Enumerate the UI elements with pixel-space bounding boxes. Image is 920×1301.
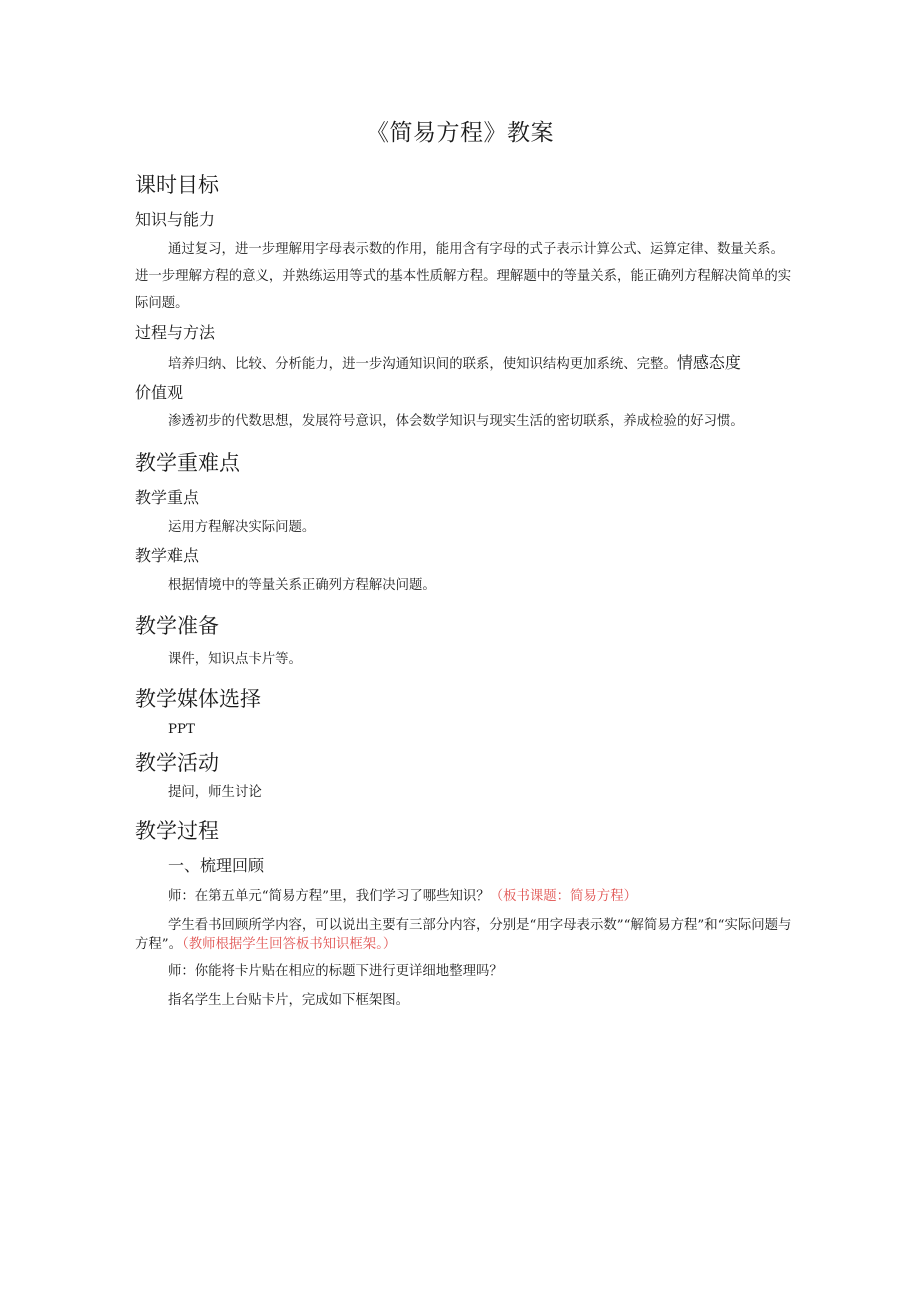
paragraph-media: PPT xyxy=(168,722,195,737)
heading-objectives: 课时目标 xyxy=(135,173,219,197)
heading-focus: 教学重点 xyxy=(135,488,200,507)
paragraph-activity: 提问，师生讨论 xyxy=(168,785,262,800)
heading-activity: 教学活动 xyxy=(135,751,219,775)
heading-preparation: 教学准备 xyxy=(135,614,219,638)
heading-key-points: 教学重难点 xyxy=(135,451,240,475)
paragraph-focus: 运用方程解决实际问题。 xyxy=(168,520,316,535)
paragraph-student-review xyxy=(135,916,795,954)
heading-difficulty: 教学难点 xyxy=(135,546,200,565)
heading-values: 价值观 xyxy=(135,383,184,402)
heading-media: 教学媒体选择 xyxy=(135,687,261,711)
student-review-text: 学生看书回顾所学内容，可以说出主要有三部分内容，分别是“用字母表示数”“解简易方程”和“实际问题与方程”。 xyxy=(135,918,792,952)
heading-process: 过程与方法 xyxy=(135,323,216,342)
teacher-board-note: （教师根据学生回答板书知识框架。） xyxy=(182,937,397,952)
paragraph-difficulty: 根据情境中的等量关系正确列方程解决问题。 xyxy=(168,578,436,593)
teacher-question-text: 师：在第五单元“简易方程”里，我们学习了哪些知识？ xyxy=(168,889,490,904)
heading-procedure: 教学过程 xyxy=(135,819,219,843)
process-text: 培养归纳、比较、分析能力，进一步沟通知识间的联系，使知识结构更加系统、完整。 xyxy=(168,357,677,372)
paragraph-values: 渗透初步的代数思想，发展符号意识，体会数学知识与现实生活的密切联系，养成检验的好习惯。 xyxy=(168,414,744,429)
document-title: 《简易方程》教案 xyxy=(366,120,554,146)
paragraph-preparation: 课件，知识点卡片等。 xyxy=(168,652,302,667)
paragraph-teacher-question xyxy=(135,883,795,910)
paragraph-student-cards: 指名学生上台贴卡片，完成如下框架图。 xyxy=(168,993,410,1008)
board-note: （板书课题：简易方程） xyxy=(489,889,637,904)
paragraph-knowledge: 通过复习，进一步理解用字母表示数的作用，能用含有字母的式子表示计算公式、运算定律、数量关系。进一步理解方程的意义，并熟练运用等式的基本性质解方程。理解题中的等量关系，能正确列方程解决简单的实际问题。 xyxy=(135,242,792,311)
heading-knowledge: 知识与能力 xyxy=(135,210,216,229)
paragraph-teacher-cards: 师：你能将卡片贴在相应的标题下进行更详细地整理吗？ xyxy=(168,964,503,979)
paragraph-process xyxy=(135,349,795,378)
heading-review: 一、梳理回顾 xyxy=(168,856,265,875)
heading-emotion-inline: 情感态度 xyxy=(676,353,741,372)
